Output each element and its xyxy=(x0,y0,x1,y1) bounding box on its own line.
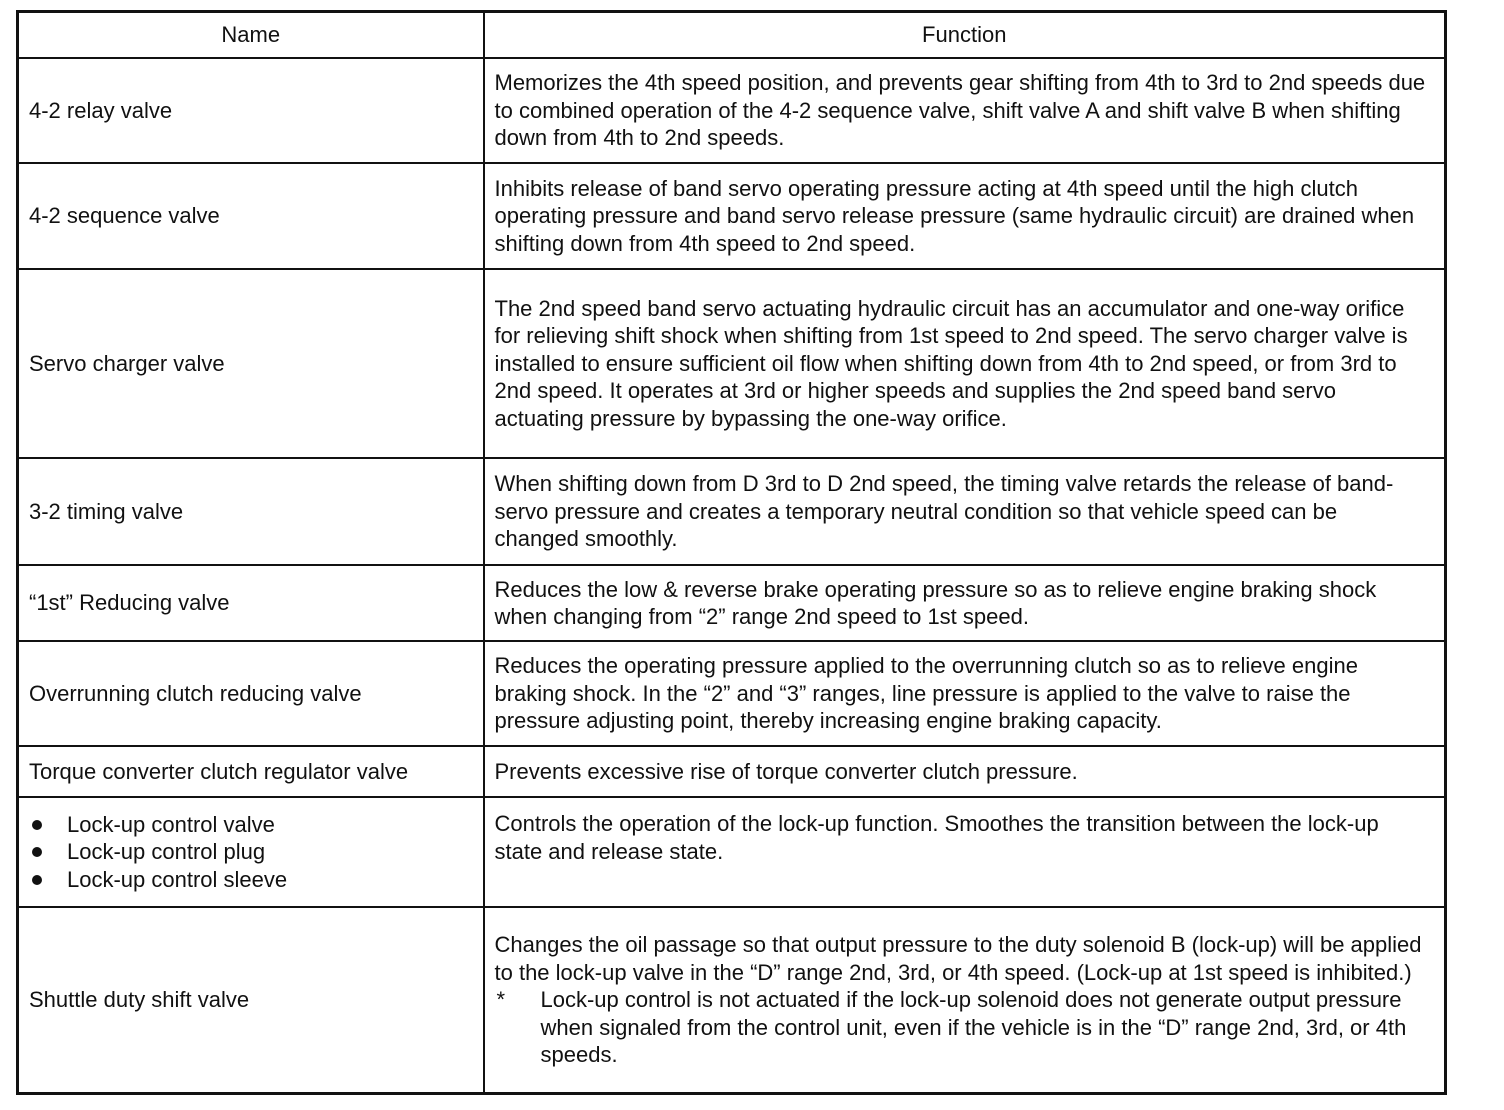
table-row xyxy=(18,458,1446,565)
valve-function: Memorizes the 4th speed position, and prevents gear shifting from 4th to 3rd to 2nd speeds due to combined operation of the 4-2 sequence valve, shift valve A and shift valve B when shifting down from 4th to 2nd speeds. xyxy=(484,58,1446,163)
footnote xyxy=(495,986,1427,1069)
table-row xyxy=(18,58,1446,163)
valve-function: Reduces the low & reverse brake operating pressure so as to relieve engine braking shock when changing from “2” range 2nd speed to 1st speed. xyxy=(484,565,1446,641)
valve-function: Prevents excessive rise of torque converter clutch pressure. xyxy=(484,746,1446,797)
column-header-name: Name xyxy=(18,12,484,59)
footnote-mark: * xyxy=(496,987,506,1012)
valve-function-cell xyxy=(484,907,1446,1093)
valve-name: Shuttle duty shift valve xyxy=(18,907,484,1093)
valve-name: Torque converter clutch regulator valve xyxy=(18,746,484,797)
bullet-icon xyxy=(32,820,42,830)
list-item xyxy=(29,811,475,839)
valve-name: Lock-up control sleeve xyxy=(67,866,288,892)
bullet-icon xyxy=(32,875,42,885)
valve-name: 3-2 timing valve xyxy=(18,458,484,565)
table-header-row xyxy=(18,12,1446,59)
valve-name: “1st” Reducing valve xyxy=(18,565,484,641)
list-item xyxy=(29,838,475,866)
table-row xyxy=(18,641,1446,746)
valve-function: Inhibits release of band servo operating pressure acting at 4th speed until the high clutch operating pressure and band servo release pressure (same hydraulic circuit) are drained when shifting down from 4th speed to 2nd speed. xyxy=(484,163,1446,269)
valve-name: 4-2 sequence valve xyxy=(18,163,484,269)
footnote-text: Lock-up control is not actuated if the lock-up solenoid does not generate output pressure when signaled from the control unit, even if the vehicle is in the “D” range 2nd, 3rd, or 4th speeds. xyxy=(540,987,1407,1067)
valve-function: Reduces the operating pressure applied to the overrunning clutch so as to relieve engine braking shock. In the “2” and “3” ranges, line pressure is applied to the valve to raise the pressure adjusting point, thereby increasing engine braking capacity. xyxy=(484,641,1446,746)
column-header-function: Function xyxy=(484,12,1446,59)
table-row xyxy=(18,746,1446,797)
valve-function-table xyxy=(16,10,1447,1095)
table-row xyxy=(18,163,1446,269)
valve-name-list xyxy=(29,811,475,894)
valve-name: Lock-up control valve xyxy=(67,811,275,837)
valve-function: When shifting down from D 3rd to D 2nd speed, the timing valve retards the release of band-servo pressure and creates a temporary neutral condition so that vehicle speed can be changed smoothly. xyxy=(484,458,1446,565)
valve-function: Controls the operation of the lock-up function. Smoothes the transition between the lock-up state and release state. xyxy=(484,797,1446,907)
table-row xyxy=(18,797,1446,907)
valve-function: The 2nd speed band servo actuating hydraulic circuit has an accumulator and one-way orifice for relieving shift shock when shifting from 1st speed to 2nd speed. The servo charger valve is installed to ensure sufficient oil flow when shifting down from 4th to 2nd speed, or from 3rd to 2nd speed. It operates at 3rd or higher speeds and supplies the 2nd speed band servo actuating pressure by bypassing the one-way orifice. xyxy=(484,269,1446,458)
valve-name: Servo charger valve xyxy=(18,269,484,458)
valve-function: Changes the oil passage so that output pressure to the duty solenoid B (lock-up) will be applied to the lock-up valve in the “D” range 2nd, 3rd, or 4th speed. (Lock-up at 1st speed is inhibited.) xyxy=(494,932,1422,985)
valve-name-list-cell xyxy=(18,797,484,907)
list-item xyxy=(29,866,475,894)
valve-name: 4-2 relay valve xyxy=(18,58,484,163)
table-row xyxy=(18,907,1446,1093)
valve-name: Lock-up control plug xyxy=(67,839,266,865)
table-row xyxy=(18,269,1446,458)
table-row xyxy=(18,565,1446,641)
bullet-icon xyxy=(32,847,42,857)
valve-name: Overrunning clutch reducing valve xyxy=(18,641,484,746)
